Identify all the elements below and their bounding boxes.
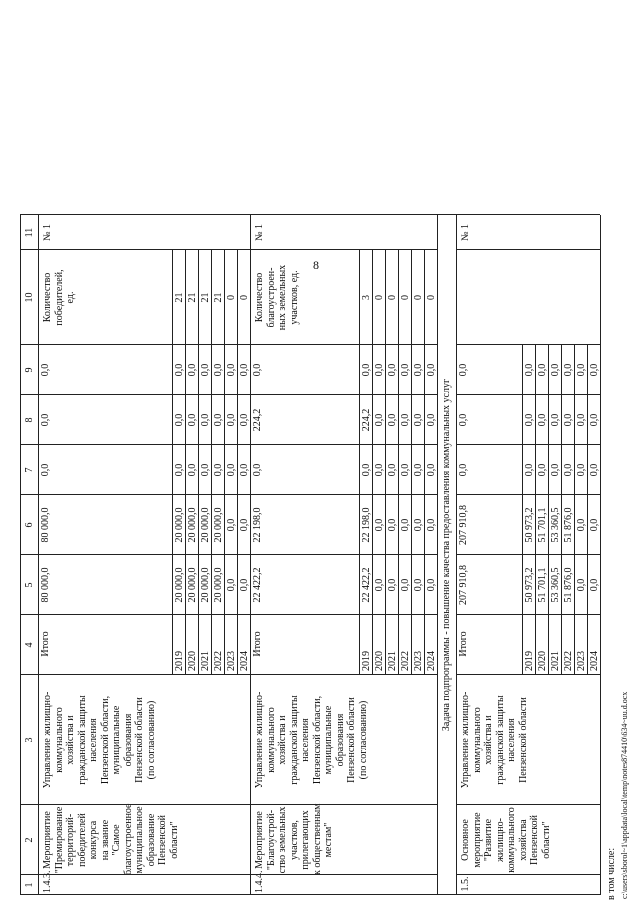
amount-cell: 0,0	[374, 413, 385, 427]
activity-name-line: мероприятие	[471, 812, 483, 868]
row-number: 1.4.4.	[254, 870, 265, 893]
executor-line: образования	[122, 713, 134, 767]
activity-name-line: Мероприятие	[254, 811, 265, 869]
executor-line: гражданской защиты	[288, 695, 300, 785]
amount-cell: 0,0	[458, 413, 469, 427]
table-vline	[456, 249, 600, 250]
column-number-2: 2	[24, 837, 35, 843]
year-cell: 2019	[524, 651, 535, 671]
year-cell: 2021	[387, 651, 398, 671]
year-cell: 2021	[550, 651, 561, 671]
amount-cell: 0,0	[213, 413, 224, 427]
file-path: c:\users\sborol~1\appdata\local\temp\notes874410\634~uu.d.ocx	[620, 691, 629, 899]
amount-cell: 0,0	[563, 413, 574, 427]
activity-name-line: конкурса	[88, 820, 99, 860]
amount-cell: 0,0	[576, 363, 587, 377]
amount-cell: 0,0	[576, 518, 587, 532]
executor-line: (по согласованию)	[357, 700, 369, 780]
executor-line: коммунального	[53, 707, 65, 773]
amount-cell: 207 910,8	[458, 505, 469, 545]
amount-cell: 0,0	[400, 413, 411, 427]
indicator-name-line: участков, ед.	[288, 270, 300, 325]
year-cell: Итого	[40, 631, 51, 657]
table-hline	[250, 215, 251, 895]
indicator-value: 0	[426, 295, 437, 300]
table-vline	[20, 444, 437, 445]
indicator-value: 0	[374, 295, 385, 300]
table-vline	[20, 674, 437, 675]
row-number: 1.4.3.	[42, 870, 53, 893]
year-cell: 2020	[374, 651, 385, 671]
executor-line: Пензенской области,	[311, 695, 323, 785]
table-vline	[20, 614, 437, 615]
table-hline	[424, 250, 425, 345]
amount-cell: 0,0	[563, 463, 574, 477]
activity-name-line: победителей	[76, 813, 88, 867]
table-hline	[372, 250, 373, 345]
executor-line: Пензенской области	[346, 697, 357, 783]
table-hline	[359, 250, 360, 345]
amount-cell: 0,0	[213, 363, 224, 377]
amount-cell: 224,2	[361, 408, 372, 432]
year-cell: 2020	[187, 651, 198, 671]
executor-line: населения	[88, 718, 99, 762]
table-vline	[456, 554, 600, 555]
amount-cell: 224,2	[252, 408, 263, 432]
amount-cell: 0,0	[426, 363, 437, 377]
executor-line: Пензенской области,	[99, 695, 111, 785]
executor-line: хозяйства и	[65, 715, 76, 765]
indicator-name-line: Количество	[254, 272, 265, 323]
year-cell: 2021	[200, 651, 211, 671]
indicator-value: 21	[200, 292, 211, 303]
amount-cell: 0,0	[226, 518, 237, 532]
amount-cell: 0,0	[589, 518, 600, 532]
amount-cell: 0,0	[361, 363, 372, 377]
indicator-value: 0	[387, 295, 398, 300]
column-number-5: 5	[24, 582, 35, 588]
amount-cell: 0,0	[187, 363, 198, 377]
activity-name-line: на звание	[99, 819, 111, 861]
table-vline	[456, 344, 600, 345]
amount-cell: 0,0	[374, 518, 385, 532]
amount-cell: 0,0	[374, 578, 385, 592]
amount-cell: 80 000,0	[40, 507, 51, 543]
amount-cell: 0,0	[576, 413, 587, 427]
amount-cell: 0,0	[413, 578, 424, 592]
amount-cell: 0,0	[524, 463, 535, 477]
table-vline	[456, 874, 600, 875]
amount-cell: 0,0	[239, 463, 250, 477]
column-number-9: 9	[24, 367, 35, 373]
amount-cell: 0,0	[226, 363, 237, 377]
indicator-name-line: благоустроен-	[265, 267, 277, 328]
executor-line: хозяйства и	[483, 715, 494, 765]
table-vline	[20, 344, 437, 345]
table-hline	[456, 215, 457, 895]
table-vline	[20, 249, 437, 250]
table-hline	[20, 215, 21, 895]
activity-name-line: Пензенской	[529, 815, 540, 865]
column-number-6: 6	[24, 522, 35, 528]
activity-name-line: благоустроенное	[122, 803, 134, 875]
amount-cell: 0,0	[252, 463, 263, 477]
table-hline	[411, 250, 412, 345]
amount-cell: 0,0	[226, 413, 237, 427]
activity-name-line: Мероприятие	[42, 811, 53, 869]
amount-cell: 0,0	[400, 363, 411, 377]
amount-cell: 0,0	[426, 463, 437, 477]
amount-cell: 80 000,0	[40, 567, 51, 603]
year-cell: 2022	[213, 651, 224, 671]
amount-cell: 20 000,0	[174, 567, 185, 603]
amount-cell: 20 000,0	[200, 507, 211, 543]
activity-name-line: "Самое	[111, 824, 122, 856]
column-number-4: 4	[24, 642, 35, 648]
table-hline	[398, 250, 399, 345]
amount-cell: 0,0	[458, 363, 469, 377]
amount-cell: 0,0	[226, 578, 237, 592]
amount-cell: 0,0	[40, 363, 51, 377]
amount-cell: 0,0	[174, 463, 185, 477]
indicator-value: 3	[361, 295, 372, 300]
amount-cell: 0,0	[400, 518, 411, 532]
executor-line: коммунального	[265, 707, 277, 773]
amount-cell: 0,0	[200, 413, 211, 427]
amount-cell: 0,0	[239, 363, 250, 377]
amount-cell: 0,0	[550, 413, 561, 427]
amount-cell: 51 876,0	[563, 567, 574, 603]
footer-label: в том числе:	[606, 847, 617, 900]
amount-cell: 20 000,0	[174, 507, 185, 543]
amount-cell: 0,0	[400, 578, 411, 592]
column-number-3: 3	[24, 737, 35, 743]
amount-cell: 22 198,0	[361, 507, 372, 543]
table-vline	[456, 804, 600, 805]
amount-cell: 0,0	[387, 518, 398, 532]
amount-cell: 0,0	[40, 413, 51, 427]
amount-cell: 51 701,1	[537, 507, 548, 543]
year-cell: 2024	[239, 651, 250, 671]
amount-cell: 0,0	[374, 463, 385, 477]
amount-cell: 0,0	[400, 463, 411, 477]
activity-name-line: ство земельных	[277, 806, 288, 874]
amount-cell: 50 973,2	[524, 567, 535, 603]
amount-cell: 51 876,0	[563, 507, 574, 543]
activity-name-line: "Развитие	[483, 818, 494, 862]
executor-line: населения	[506, 718, 517, 762]
table-hline	[198, 250, 199, 345]
amount-cell: 207 910,8	[458, 565, 469, 605]
year-cell: 2023	[226, 651, 237, 671]
amount-cell: 0,0	[387, 363, 398, 377]
amount-cell: 0,0	[589, 413, 600, 427]
amount-cell: 0,0	[387, 413, 398, 427]
year-cell: Итого	[252, 631, 263, 657]
amount-cell: 0,0	[563, 363, 574, 377]
table-vline	[20, 894, 600, 895]
amount-cell: 22 422,2	[361, 567, 372, 603]
activity-name-line: хозяйства	[517, 819, 529, 861]
amount-cell: 22 198,0	[252, 507, 263, 543]
table-hline	[237, 250, 238, 345]
amount-cell: 50 973,2	[524, 507, 535, 543]
activity-name-line: образование	[145, 813, 157, 867]
table-hline	[437, 215, 438, 895]
amount-cell: 0,0	[387, 578, 398, 592]
activity-name-line: Пензенской	[157, 815, 168, 865]
task-title: Задача подпрограммы - повышение качества предоставления коммунальных услуг	[441, 378, 452, 732]
executor-line: муниципальные	[111, 705, 122, 775]
year-cell: Итого	[458, 631, 469, 657]
activity-name-line: области"	[168, 821, 180, 859]
indicator-value: 21	[213, 292, 224, 303]
activity-name-line: "Благоустрой-	[265, 809, 277, 871]
amount-cell: 0,0	[426, 518, 437, 532]
amount-cell: 0,0	[413, 463, 424, 477]
activity-name-line: к общественным	[311, 803, 323, 875]
table-hline	[211, 250, 212, 345]
executor-line: Пензенской области	[134, 697, 145, 783]
amount-cell: 53 360,5	[550, 507, 561, 543]
row-number: 1.5.	[460, 876, 471, 892]
table-vline	[456, 614, 600, 615]
amount-cell: 0,0	[226, 463, 237, 477]
amount-cell: 0,0	[537, 363, 548, 377]
year-cell: 2019	[361, 651, 372, 671]
amount-cell: 0,0	[537, 413, 548, 427]
amount-cell: 0,0	[426, 578, 437, 592]
executor-line: Управление жилищно-	[460, 691, 471, 789]
amount-cell: 0,0	[213, 463, 224, 477]
amount-cell: 0,0	[40, 463, 51, 477]
year-cell: 2023	[576, 651, 587, 671]
executor-line: гражданской защиты	[76, 695, 88, 785]
executor-line: (по согласованию)	[145, 700, 157, 780]
activity-name-line: жилищно-	[494, 818, 506, 862]
amount-cell: 0,0	[576, 578, 587, 592]
amount-cell: 0,0	[550, 463, 561, 477]
amount-cell: 0,0	[589, 578, 600, 592]
table-hline	[224, 250, 225, 345]
amount-cell: 0,0	[252, 363, 263, 377]
executor-line: муниципальные	[323, 705, 334, 775]
table-hline	[172, 250, 173, 345]
activity-name-line: коммунального	[506, 807, 517, 873]
executor-line: населения	[300, 718, 311, 762]
table-vline	[456, 444, 600, 445]
amount-cell: 20 000,0	[187, 507, 198, 543]
amount-cell: 0,0	[413, 518, 424, 532]
year-cell: 2023	[413, 651, 424, 671]
amount-cell: 0,0	[458, 463, 469, 477]
indicator-name-line: ных земельных	[277, 264, 288, 331]
column-number-11: 11	[24, 227, 35, 238]
executor-line: хозяйства и	[277, 715, 288, 765]
amount-cell: 20 000,0	[213, 567, 224, 603]
amount-cell: 53 360,5	[550, 567, 561, 603]
amount-cell: 0,0	[200, 363, 211, 377]
table-vline	[20, 394, 437, 395]
executor-line: Управление жилищно-	[254, 691, 265, 789]
table-vline	[456, 494, 600, 495]
amount-cell: 0,0	[537, 463, 548, 477]
column-number-1: 1	[24, 882, 35, 888]
year-cell: 2024	[589, 651, 600, 671]
year-cell: 2020	[537, 651, 548, 671]
indicator-value: 0	[400, 295, 411, 300]
amount-cell: 20 000,0	[200, 567, 211, 603]
link-number: № 1	[460, 223, 471, 242]
table-vline	[20, 804, 437, 805]
indicator-name-line: ед.	[65, 291, 76, 304]
amount-cell: 0,0	[239, 578, 250, 592]
activity-name-line: области"	[540, 821, 552, 859]
amount-cell: 0,0	[187, 463, 198, 477]
amount-cell: 22 422,2	[252, 567, 263, 603]
amount-cell: 0,0	[524, 413, 535, 427]
column-number-10: 10	[24, 292, 35, 303]
amount-cell: 20 000,0	[213, 507, 224, 543]
activity-name-line: муниципальное	[134, 806, 145, 874]
column-number-7: 7	[24, 467, 35, 473]
amount-cell: 0,0	[174, 413, 185, 427]
indicator-value: 0	[226, 295, 237, 300]
amount-cell: 0,0	[387, 463, 398, 477]
amount-cell: 0,0	[200, 463, 211, 477]
link-number: № 1	[42, 223, 53, 242]
amount-cell: 51 701,1	[537, 567, 548, 603]
table-vline	[20, 214, 600, 215]
amount-cell: 0,0	[187, 413, 198, 427]
activity-name-line: местам"	[323, 822, 334, 858]
amount-cell: 0,0	[589, 463, 600, 477]
amount-cell: 0,0	[524, 363, 535, 377]
column-number-8: 8	[24, 417, 35, 423]
table-vline	[20, 494, 437, 495]
executor-line: Пензенской области	[517, 697, 529, 783]
activity-name-line: территорий-	[65, 813, 76, 867]
executor-line: гражданской защиты	[494, 695, 506, 785]
year-cell: 2019	[174, 651, 185, 671]
indicator-value: 0	[413, 295, 424, 300]
amount-cell: 0,0	[174, 363, 185, 377]
year-cell: 2022	[400, 651, 411, 671]
executor-line: образования	[334, 713, 346, 767]
indicator-name-line: победителей,	[53, 269, 65, 326]
indicator-value: 0	[239, 295, 250, 300]
amount-cell: 0,0	[413, 363, 424, 377]
table-vline	[456, 674, 600, 675]
table-vline	[20, 874, 437, 875]
table-vline	[456, 394, 600, 395]
activity-name-line: прилегающих	[300, 810, 311, 870]
amount-cell: 0,0	[550, 363, 561, 377]
indicator-value: 21	[174, 292, 185, 303]
table-vline	[20, 554, 437, 555]
amount-cell: 0,0	[374, 363, 385, 377]
link-number: № 1	[254, 223, 265, 242]
amount-cell: 0,0	[576, 463, 587, 477]
amount-cell: 0,0	[239, 413, 250, 427]
table-hline	[38, 215, 39, 895]
executor-line: Управление жилищно-	[42, 691, 53, 789]
activity-name-line: участков,	[288, 820, 300, 860]
indicator-name-line: Количество	[42, 272, 53, 323]
activity-name-line: Основное	[460, 819, 471, 861]
amount-cell: 0,0	[361, 463, 372, 477]
table-hline	[600, 215, 601, 895]
amount-cell: 20 000,0	[187, 567, 198, 603]
table-hline	[185, 250, 186, 345]
amount-cell: 0,0	[426, 413, 437, 427]
executor-line: коммунального	[471, 707, 483, 773]
indicator-value: 21	[187, 292, 198, 303]
page-number: 8	[313, 258, 319, 272]
year-cell: 2024	[426, 651, 437, 671]
table-hline	[385, 250, 386, 345]
activity-name-line: "Премирование	[53, 806, 65, 874]
amount-cell: 0,0	[589, 363, 600, 377]
amount-cell: 0,0	[413, 413, 424, 427]
year-cell: 2022	[563, 651, 574, 671]
amount-cell: 0,0	[239, 518, 250, 532]
